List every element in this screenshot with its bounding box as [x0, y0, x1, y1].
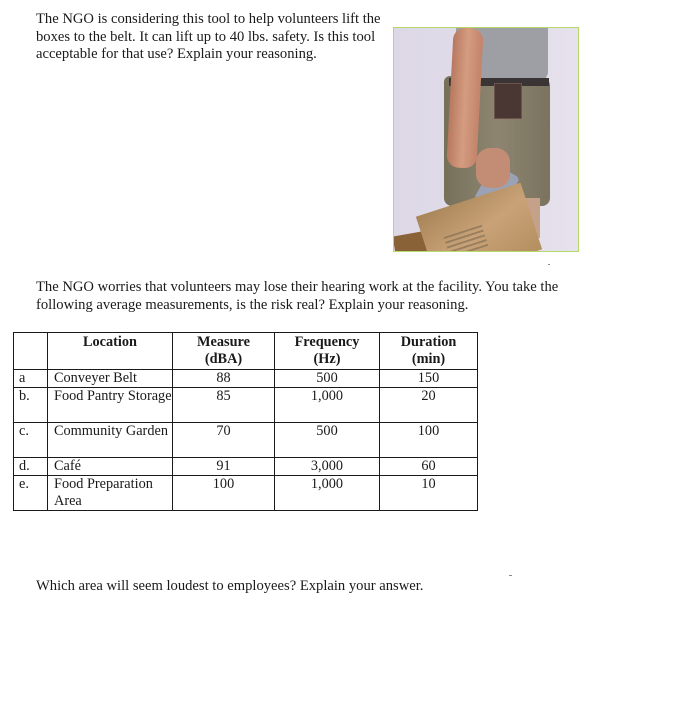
row-frequency: 500 — [275, 423, 380, 458]
row-location: Café — [48, 458, 173, 476]
row-duration: 100 — [380, 423, 478, 458]
row-frequency: 1,000 — [275, 476, 380, 511]
row-frequency: 1,000 — [275, 388, 380, 423]
row-measure: 70 — [173, 423, 275, 458]
row-measure: 100 — [173, 476, 275, 511]
row-letter: a — [14, 370, 48, 388]
photo-person-lifting-box — [393, 27, 579, 252]
header-measure-label: Measure — [197, 334, 250, 350]
header-letter — [14, 333, 48, 370]
photo-hand — [476, 148, 510, 188]
stray-mark — [548, 264, 550, 265]
header-frequency-unit: (Hz) — [313, 351, 341, 367]
header-measure — [173, 333, 275, 370]
header-measure-unit: (dBA) — [204, 351, 243, 367]
row-duration: 60 — [380, 458, 478, 476]
noise-measurements-table — [13, 332, 478, 511]
row-letter: e. — [14, 476, 48, 511]
table-row — [14, 388, 478, 423]
header-duration-unit: (min) — [411, 351, 446, 367]
row-frequency: 500 — [275, 370, 380, 388]
header-location-label: Location — [82, 334, 137, 350]
header-frequency-label: Frequency — [294, 334, 360, 350]
row-letter: c. — [14, 423, 48, 458]
row-duration: 10 — [380, 476, 478, 511]
row-location: Conveyer Belt — [48, 370, 173, 388]
row-measure: 85 — [173, 388, 275, 423]
header-frequency — [275, 333, 380, 370]
row-letter: d. — [14, 458, 48, 476]
row-frequency: 3,000 — [275, 458, 380, 476]
photo-pouch — [494, 83, 522, 119]
header-duration-label: Duration — [400, 334, 457, 350]
question-hearing-risk: The NGO worries that volunteers may lose their hearing work at the facility. You take the following average measurements, is the risk real? Explain your reasoning. — [36, 279, 559, 313]
photo-box-print — [444, 225, 489, 252]
header-duration — [380, 333, 478, 370]
row-measure: 91 — [173, 458, 275, 476]
row-location: Food Pantry Storage — [48, 388, 173, 423]
row-location: Food Preparation Area — [48, 476, 173, 511]
table-row — [14, 476, 478, 511]
stray-mark — [509, 575, 512, 576]
row-location: Community Garden — [48, 423, 173, 458]
table-row — [14, 423, 478, 458]
header-location — [48, 333, 173, 370]
table-header-row — [14, 333, 478, 370]
question-loudest-area: Which area will seem loudest to employees? Explain your answer. — [36, 578, 424, 594]
row-duration: 150 — [380, 370, 478, 388]
question-tool-lifting: The NGO is considering this tool to help volunteers lift the boxes to the belt. It can lift up to 40 lbs. safety. Is this tool acceptable for that use? Explain your reasoning. — [36, 11, 381, 62]
row-measure: 88 — [173, 370, 275, 388]
table-row — [14, 458, 478, 476]
row-duration: 20 — [380, 388, 478, 423]
row-letter: b. — [14, 388, 48, 423]
table-row — [14, 370, 478, 388]
